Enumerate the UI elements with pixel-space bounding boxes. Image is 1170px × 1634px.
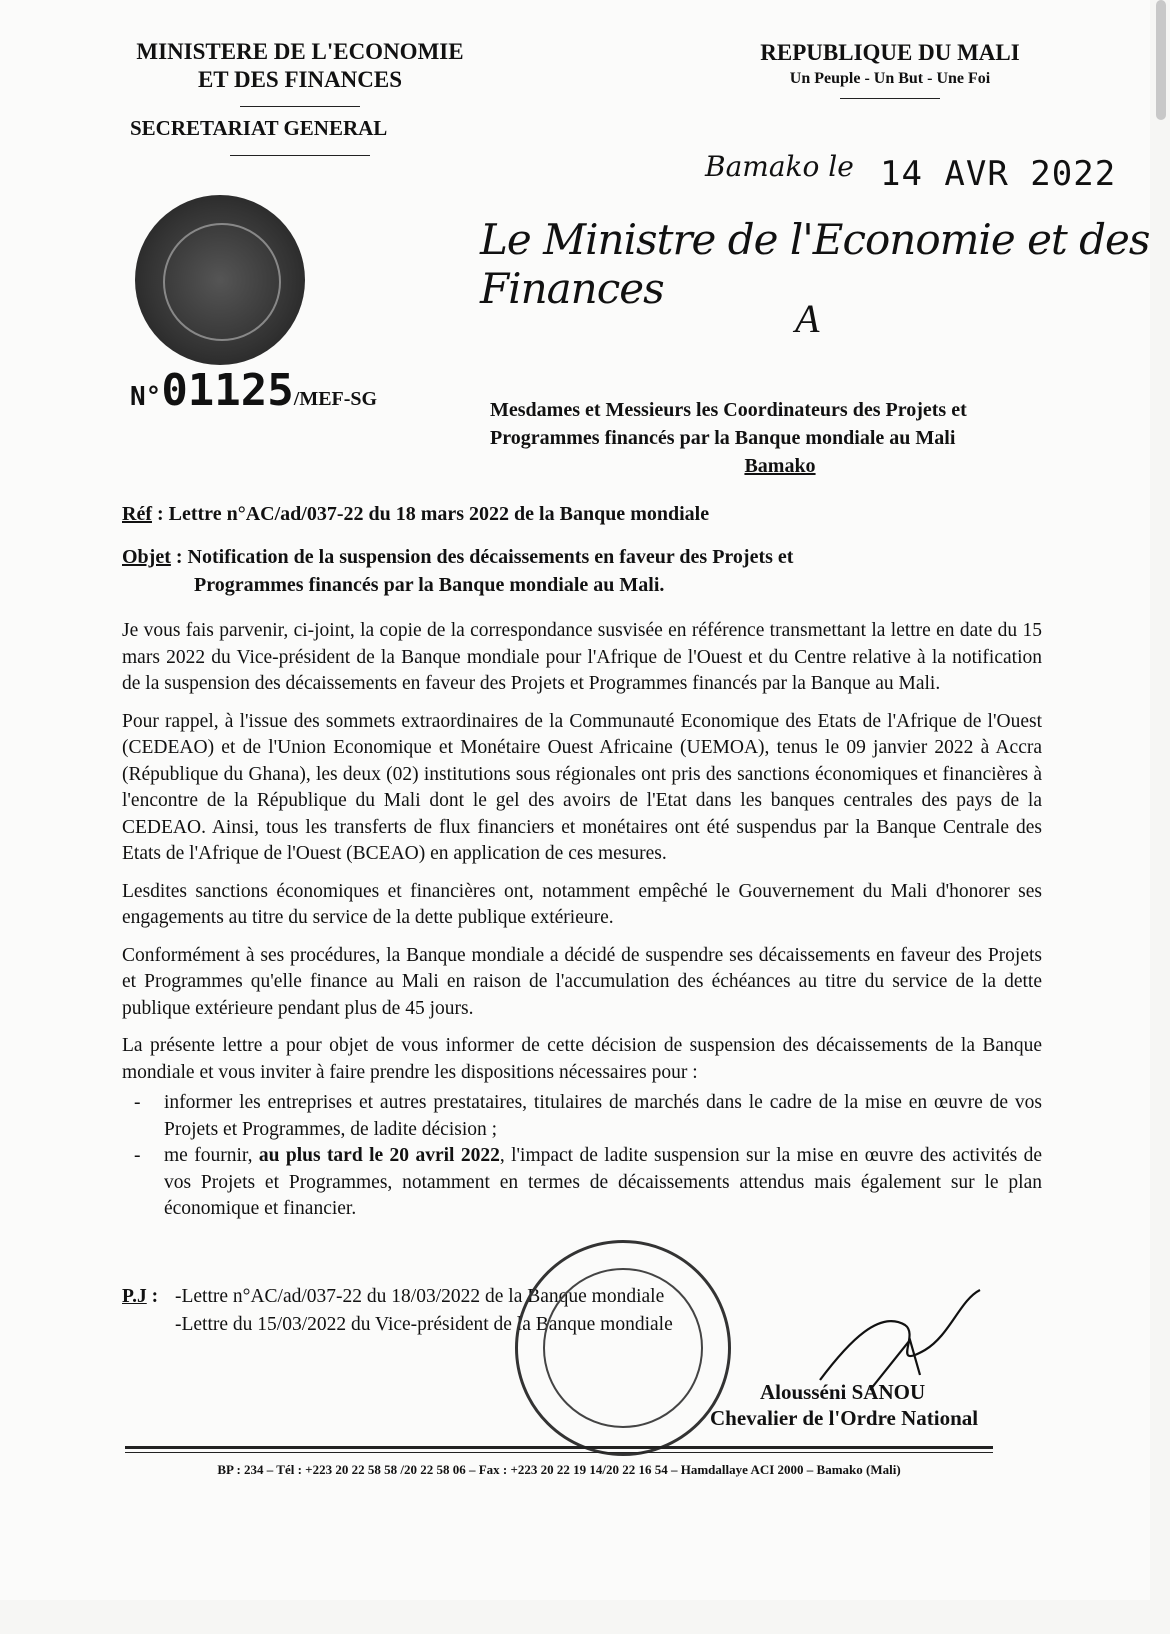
footer-divider <box>125 1452 993 1453</box>
paragraph: Je vous fais parvenir, ci-joint, la copie de la correspondance susvisée en référence transmettant la lettre en date du 15 mars 2022 du Vice-président de la Banque mondiale pour l'Afrique de l'Ouest et du Centre relative à la notification de la suspension des décaissements en faveur des Projets et Programmes financés par la Banque au Mali. <box>122 620 1042 694</box>
subject-text-1: : Notification de la suspension des décaissements en faveur des Projets et <box>170 546 794 568</box>
addressee-city: Bamako <box>744 455 816 477</box>
attachments-sep: : <box>146 1286 159 1307</box>
ministry-header <box>120 38 480 119</box>
footer-contact: BP : 234 – Tél : +223 20 22 58 58 /20 22 58 06 – Fax : +223 20 22 19 14/20 22 16 54 – Hamdallaye ACI 2000 – Bamako (Mali) <box>217 1462 901 1477</box>
divider <box>240 106 360 107</box>
ministry-line1: MINISTERE DE L'ECONOMIE <box>136 39 464 64</box>
ref-text: : Lettre n°AC/ad/037-22 du 18 mars 2022 de la Banque mondiale <box>151 503 710 525</box>
ministry-line2: ET DES FINANCES <box>197 67 403 92</box>
action-list <box>122 1090 1042 1223</box>
secretariat-label: SECRETARIAT GENERAL <box>130 116 388 140</box>
signatory-name: Alousséni SANOU <box>760 1380 926 1404</box>
date-city: Bamako le <box>705 150 854 183</box>
sender-title: Le Ministre de l'Economie et des Finances <box>480 215 1150 313</box>
attachment-item: -Lettre n°AC/ad/037-22 du 18/03/2022 de la Banque mondiale <box>175 1286 665 1307</box>
addressee-line1: Mesdames et Messieurs les Coordinateurs des Projets et <box>490 399 967 421</box>
subject-line <box>122 543 793 599</box>
paragraph: Pour rappel, à l'issue des sommets extraordinaires de la Communauté Economique des Etats de l'Afrique de l'Ouest (CEDEAO) et de l'Union Economique et Monétaire Ouest Africaine (UEMOA), tenus le 09 janvier 2022 à Accra (République du Ghana), les deux (02) institutions sous régionales ont pris des sanctions économiques et financières à l'encontre de la République du Mali dont le gel des avoirs de l'Etat dans les banques centrales des pays de la CEDEAO. Ainsi, tous les transferts de flux financiers et monétaires ont été suspendus par la Banque Centrale des Etats de l'Afrique de l'Ouest (BCEAO) en application de ces mesures. <box>122 710 1042 864</box>
republic-header <box>740 40 1040 99</box>
addressee-block <box>490 396 1060 480</box>
reference-line <box>122 503 709 526</box>
subject-label: Objet <box>122 546 171 568</box>
ministry-stamp-icon <box>515 1240 731 1456</box>
footer-divider <box>125 1446 993 1449</box>
paragraph: La présente lettre a pour objet de vous informer de cette décision de suspension des décaissements de la Banque mondiale et vous inviter à faire prendre les dispositions nécessaires pour : <box>122 1035 1042 1083</box>
paragraph: Lesdites sanctions économiques et financières ont, notamment empêché le Gouvernement du Mali d'honorer ses engagements au titre du service de la dette publique extérieure. <box>122 880 1042 928</box>
coat-of-arms-seal-icon <box>135 195 305 365</box>
letter-body <box>122 618 1042 1223</box>
ref-label: Réf <box>122 503 152 525</box>
bullet2-text: me fournir, <box>164 1145 259 1166</box>
ref-suffix: /MEF-SG <box>293 388 378 410</box>
seal-ring <box>163 223 281 341</box>
attachments-label: P.J <box>122 1286 147 1307</box>
subject-text-2: Programmes financés par la Banque mondiale au Mali. <box>194 574 665 596</box>
reference-number <box>130 365 377 416</box>
stamp-ring <box>543 1268 703 1428</box>
bullet2-text-end: , l'impact de ladite suspension sur la mise en œuvre des activités de vos Projets et Programmes, notamment en termes de décaissements attendus mais également sur le plan économique et financier. <box>164 1145 1042 1219</box>
scrollbar[interactable] <box>1156 0 1166 120</box>
to-marker: A <box>795 296 820 341</box>
list-item: - informer les entreprises et autres prestataires, titulaires de marchés dans le cadre de la mise en œuvre de vos Projets et Programmes, de ladite décision ; <box>122 1090 1042 1143</box>
addressee-line2: Programmes financés par la Banque mondiale au Mali <box>490 427 956 449</box>
republic-title: REPUBLIQUE DU MALI <box>760 40 1020 65</box>
divider <box>840 98 940 99</box>
motto: Un Peuple - Un But - Une Foi <box>789 70 991 87</box>
ref-number: 01125 <box>161 365 294 416</box>
deadline-text: au plus tard le 20 avril 2022 <box>258 1145 500 1166</box>
ref-prefix: N° <box>130 382 162 412</box>
list-item <box>122 1143 1042 1223</box>
divider <box>230 155 370 156</box>
attachment-item: -Lettre du 15/03/2022 du Vice-président de la Banque mondiale <box>175 1314 673 1335</box>
signatory-title: Chevalier de l'Ordre National <box>710 1406 979 1430</box>
paragraph: Conformément à ses procédures, la Banque mondiale a décidé de suspendre ses décaissements en faveur des Projets et Programmes qu'elle finance au Mali en raison de l'accumulation des échéances au titre du service de la dette publique extérieure pendant plus de 45 jours. <box>122 944 1042 1019</box>
date-stamp: 14 AVR 2022 <box>880 154 1117 194</box>
